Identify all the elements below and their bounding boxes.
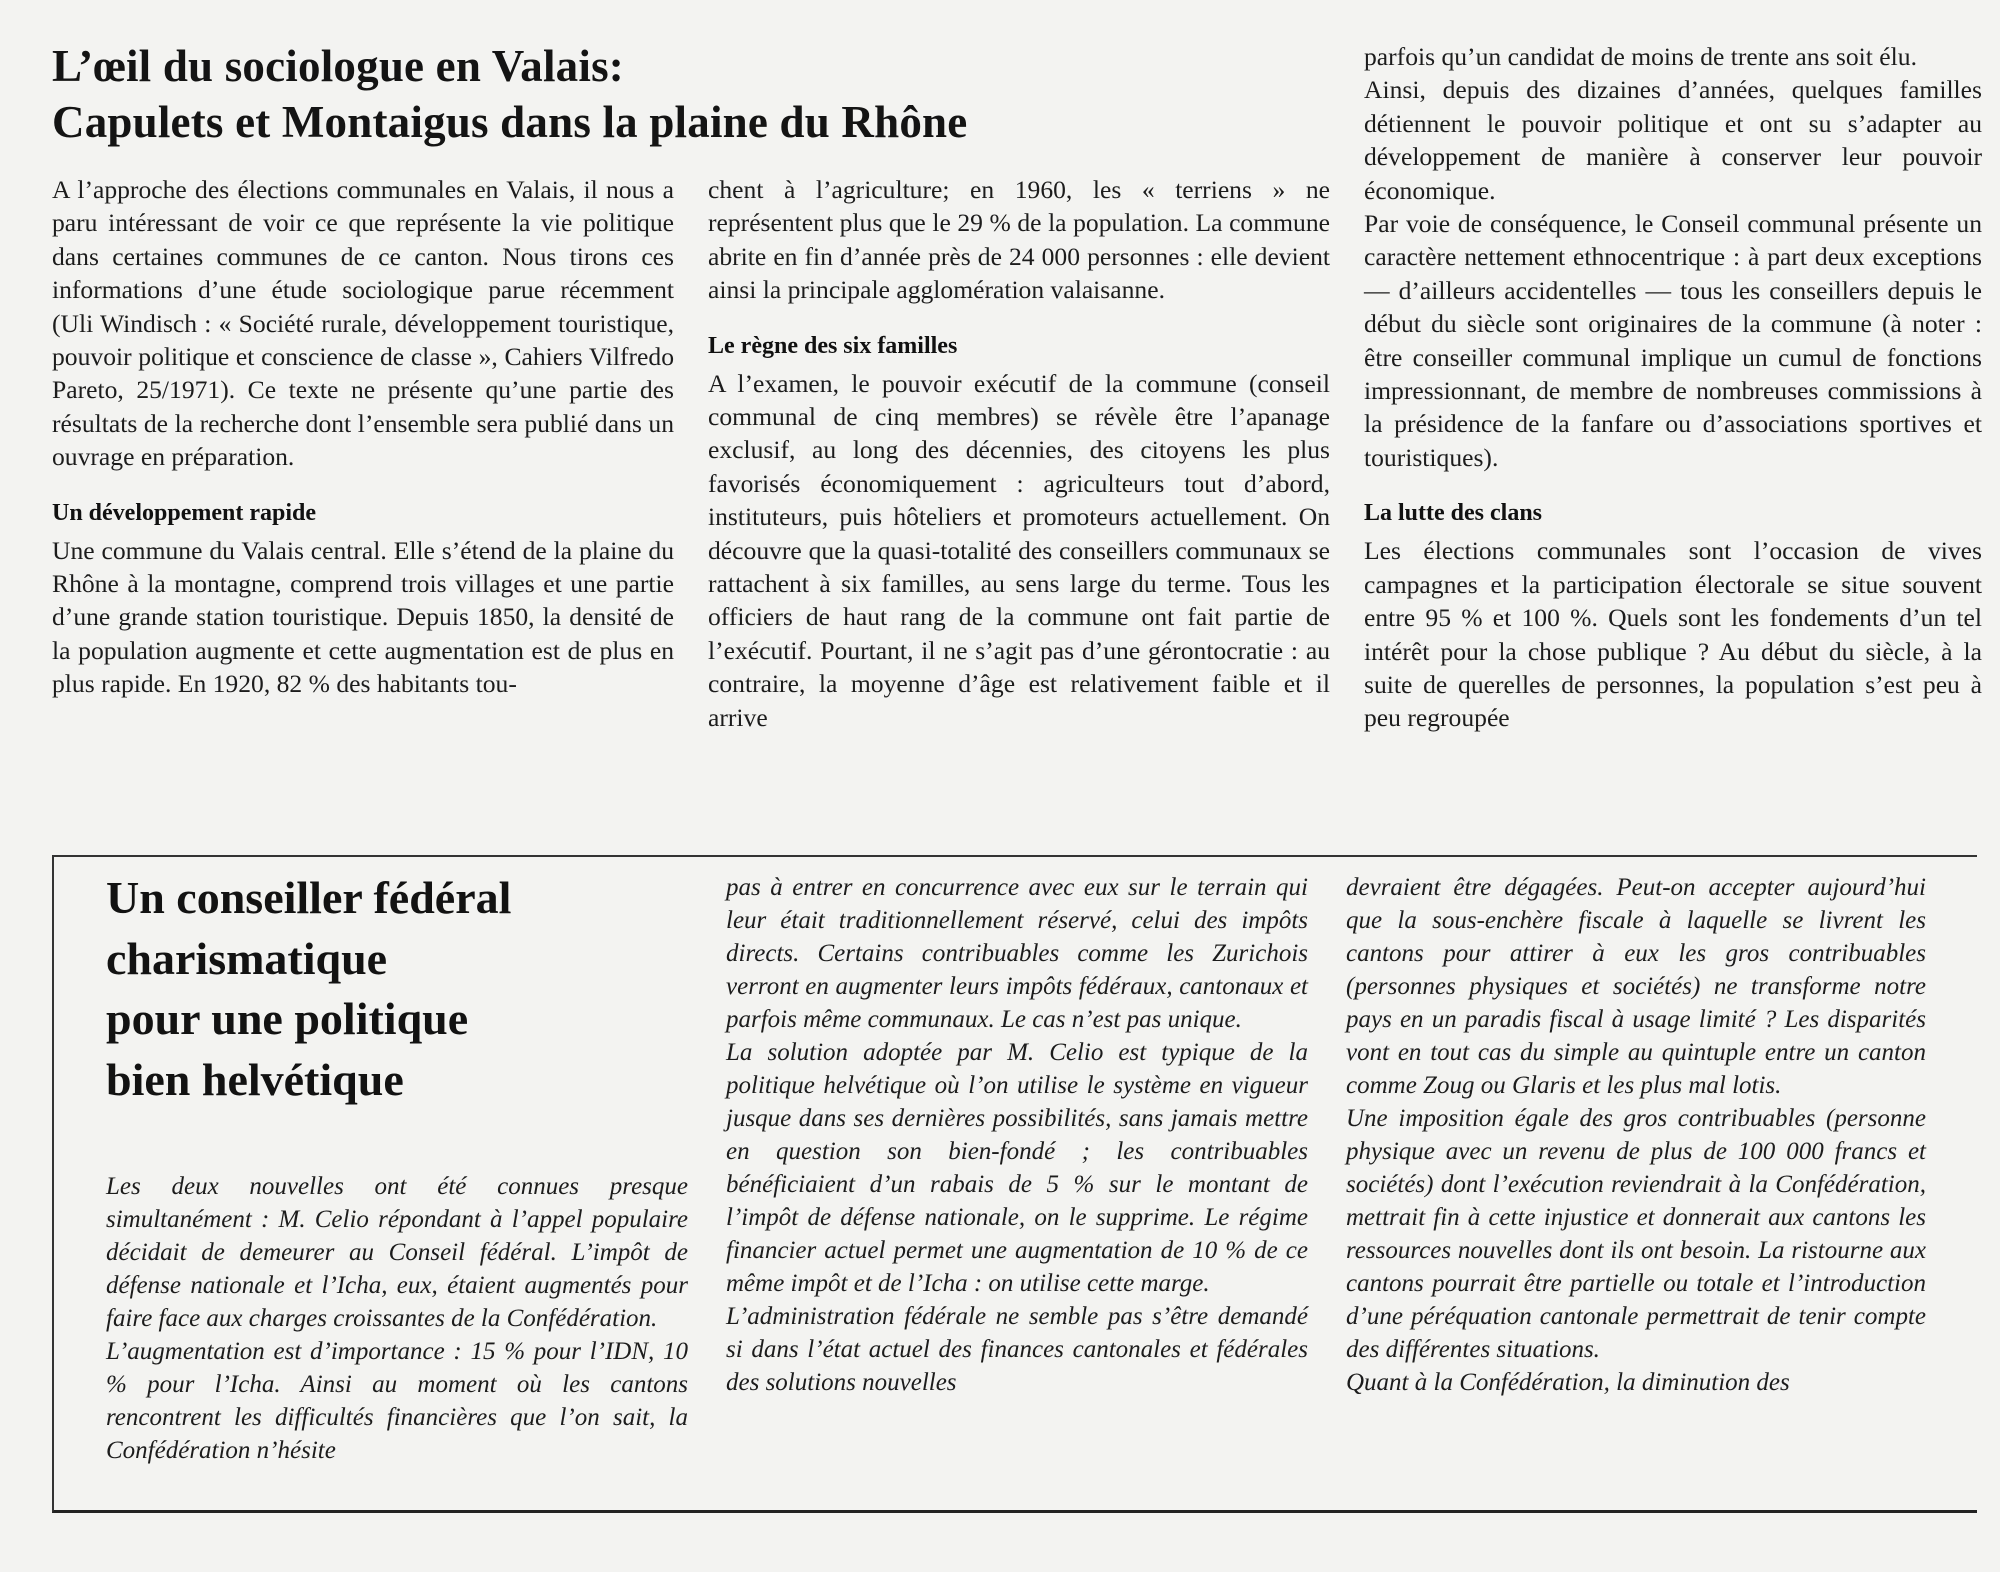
paragraph: parfois qu’un candidat de moins de trente ans soit élu.	[1364, 42, 1917, 71]
paragraph: Les deux nouvelles ont été connues presque simultanément : M. Celio répondant à l’appel populaire décidait de demeurer au Conseil fédéral. L’impôt de défense nationale et l’Icha, eux, étaient augmentés pour faire face aux charges croissantes de la Confédération.	[106, 1173, 688, 1332]
subheading: Un développement rapide	[52, 499, 316, 526]
paragraph: pas à entrer en concurrence avec eux sur le terrain qui leur était traditionnellement réservé, celui des impôts directs. Certains contribuables comme les Zurichois verront en augmenter leurs impôts fédéraux, cantonaux et parfois même communaux. Le cas n’est pas unique.	[726, 874, 1308, 1033]
paragraph: Ainsi, depuis des dizaines d’années, quelques familles détiennent le pouvoir politique et ont su s’adapter au développement de manière à conserver leur pouvoir économique.	[1364, 75, 1982, 205]
paragraph: Les élections communales sont l’occasion de vives campagnes et la participation électorale se situe souvent entre 95 % et 100 %. Quels sont les fondements d’un tel intérêt pour la chose publique ? Au début du siècle, à la suite de querelles de personnes, la population s’est peu à peu regroupée	[1364, 536, 1982, 733]
paragraph: Par voie de conséquence, le Conseil communal présente un caractère nettement ethnocentrique : à part deux exceptions — d’ailleurs accidentelles — tous les conseillers depuis le début du siècle sont originaires de la commune (à noter : être conseiller communal implique un cumul de fonctions impressionnant, de membre de nombreuses commissions à la présidence de la fanfare ou d’associations sportives et touristiques).	[1364, 209, 1982, 472]
subheading: La lutte des clans	[1364, 500, 1543, 527]
paragraph: L’administration fédérale ne semble pas s’être demandé si dans l’état actuel des finances cantonales et fédérales des solutions nouvelles	[726, 1303, 1308, 1396]
paragraph: chent à l’agriculture; en 1960, les « terriens » ne représentent plus que le 29 % de la population. La commune abrite en fin d’année près de 24 000 personnes : elle devient ainsi la principale agglomération valaisanne.	[708, 175, 1330, 305]
box-headline-line-1: Un conseiller fédéral	[106, 872, 512, 923]
paragraph: Quant à la Confédération, la diminution des	[1346, 1369, 1790, 1396]
headline-line-2: Capulets et Montaigus dans la plaine du Rhône	[52, 97, 968, 147]
headline-line-1: L’œil du sociologue en Valais:	[52, 41, 624, 91]
article-column-3	[1364, 40, 1982, 735]
paragraph: Une commune du Valais central. Elle s’étend de la plaine du Rhône à la montagne, comprend trois villages et une partie d’une grande station touristique. Depuis 1850, la densité de la population augmente et cette augmentation est de plus en plus rapide. En 1920, 82 % des habitants tou-	[52, 535, 674, 699]
article-column-1	[52, 173, 674, 701]
box-headline-line-2: charismatique	[106, 932, 388, 984]
box-headline	[106, 868, 666, 1110]
paragraph: La solution adoptée par M. Celio est typique de la politique helvétique où l’on utilise le système en vigueur jusque dans ses dernières possibilités, sans jamais mettre en question son bien-fondé ; les contribuables bénéficiaient d’un rabais de 5 % sur le montant de l’impôt de défense nationale, on le supprime. Le régime financier actuel permet une augmentation de 10 % de ce même impôt et de l’Icha : on utilise cette marge.	[726, 1039, 1308, 1297]
paragraph: Une imposition égale des gros contribuables (personne physique avec un revenu de plus de 100 000 francs et sociétés) dont l’exécution reviendrait à la Confédération, mettrait fin à cette injustice et donnerait aux cantons les ressources nouvelles dont ils ont besoin. La ristourne aux cantons pourrait être partielle ou totale et l’introduction d’une péréquation cantonale permettrait de tenir compte des différentes situations.	[1346, 1105, 1926, 1363]
box-column-3	[1346, 871, 1926, 1399]
article-column-2	[708, 173, 1330, 734]
paragraph: A l’approche des élections communales en Valais, il nous a paru intéressant de voir ce que représente la vie politique dans certaines communes de ce canton. Nous tirons ces informations d’une étude sociologique parue récemment (Uli Windisch : « Société rurale, développement touristique, pouvoir politique et conscience de classe », Cahiers Vilfredo Pareto, 25/1971). Ce texte ne présente qu’une partie des résultats de la recherche dont l’ensemble sera publié dans un ouvrage en préparation.	[52, 175, 674, 472]
paragraph: A l’examen, le pouvoir exécutif de la commune (conseil communal de cinq membres) se révèle être l’apanage exclusif, au long des décennies, des citoyens les plus favorisés économiquement : agriculteurs tout d’abord, instituteurs, puis hôteliers et promoteurs actuellement. On découvre que la quasi-totalité des conseillers communaux se rattachent à six familles, au sens large du terme. Tous les officiers de haut rang de la commune ont fait partie de l’exécutif. Pourtant, il ne s’agit pas d’une gérontocratie : au contraire, la moyenne d’âge est relativement faible et il arrive	[708, 368, 1330, 732]
box-headline-line-4: bien helvétique	[106, 1053, 404, 1105]
article-headline	[52, 38, 1332, 150]
box-column-1	[106, 1170, 688, 1467]
box-column-2	[726, 871, 1308, 1399]
box-headline-line-3: pour une politique	[106, 993, 469, 1044]
paragraph: devraient être dégagées. Peut-on accepter aujourd’hui que la sous-enchère fiscale à laquelle se livrent les cantons pour attirer à eux les gros contribuables (personnes physiques et sociétés) ne transforme notre pays en un paradis fiscal à usage limité ? Les disparités vont en tout cas du simple au quintuple entre un canton comme Zoug ou Glaris et les plus mal lotis.	[1346, 874, 1926, 1099]
paragraph: L’augmentation est d’importance : 15 % pour l’IDN, 10 % pour l’Icha. Ainsi au moment où les cantons rencontrent les difficultés financières que l’on sait, la Confédération n’hésite	[106, 1338, 688, 1464]
subheading: Le règne des six familles	[708, 332, 958, 359]
